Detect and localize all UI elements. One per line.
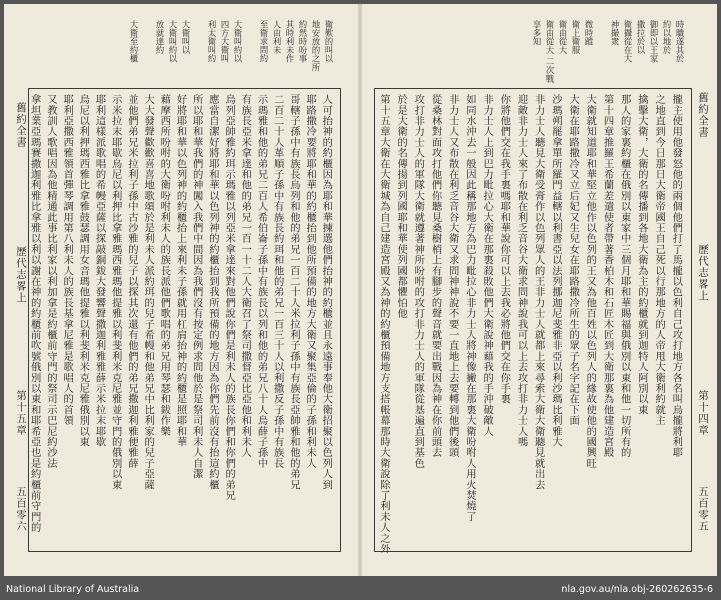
text-column: 耶利這樣派歌唱的希幔亞薩以探敲銅鈸大發響聲撒迦利雅雅薛示米拉末耶歇: [93, 94, 106, 448]
text-column: 又教訓人歌唱因為他精通此事比利家以利加拿是約櫃前守門的祭司示巴尼約沙法: [44, 94, 57, 469]
header-note: 人由利未: [272, 20, 282, 55]
header-note: 衛歎的叫以: [324, 20, 334, 63]
header-note: 大衛叫約以: [233, 20, 243, 63]
header-note: 大衛叫以: [181, 20, 191, 55]
header-note: 利太衛叫約: [207, 20, 217, 63]
header-note: 衛上衛服: [571, 20, 581, 55]
text-column: 大衛在耶路撒冷又立后妃又生兒女在耶路撒冷所生的眾子名字記在下面: [567, 94, 580, 426]
text-column: 拿坦業亞瑪賽撒迦利雅比拿雅以利以謝在神的約櫃前吹號俄別以東和耶希亞也是約櫃前守門的: [28, 94, 41, 533]
header-note: 衛由從大: [558, 20, 568, 55]
text-column: 應當自潔好將耶和華以色列神的約櫃抬到我所預備的地方因為你們先前沒有抬這約櫃: [206, 94, 219, 490]
right-page: [362, 4, 717, 576]
right-margin-chapter: 第十四章: [697, 390, 709, 436]
text-column: 好將耶和華以色列神的約櫃抬上來利未子孫就用杠肩抬神的約櫃是照耶和華: [174, 94, 187, 448]
left-margin-book: 歷代志畧上: [15, 246, 27, 304]
header-note: 其時利未作: [285, 20, 295, 63]
text-column: 示米拉末耶歇烏尼以利押比拿雅瑪西雅瑪他提雅以利斐利米克尼雅並守門的俄別以東: [109, 94, 122, 490]
right-margin-page: 五百零五: [697, 486, 709, 532]
footer-identifier: nla.gov.au/nla.obj-260262635-6: [561, 584, 713, 595]
header-note: 微時蹤: [584, 20, 594, 46]
header-note: 時職遂其於: [675, 20, 685, 63]
header-note: 約然時吩事: [298, 20, 308, 63]
header-note: 四方大衛叫: [220, 20, 230, 63]
text-column: 並他們弟兄米拉利子孫中古沙雅的兒子以探其次還有他們的弟兄撒迦利雅便雅薛: [125, 94, 138, 469]
text-column: 大大發聲歡歡喜喜地歌頌於是利未人派約珥的兒子希幔和他弟兄中比利家的兒子亞薩: [142, 94, 155, 490]
header-note: 約以地於: [662, 20, 672, 55]
left-page: [4, 4, 358, 576]
header-note: 大衛叫約以: [168, 20, 178, 63]
book-spread: [4, 4, 717, 576]
header-note: 放就達約: [155, 20, 165, 55]
text-column: 非力士人又布散在利乏音谷大衛又求問神神說不要一直地上去要轉到他們後頭: [446, 94, 459, 458]
text-column: 烏列亞帥雅約珥示瑪雅以列亞米拿達來對他們說你們是利未人的族長你們和你們的弟兄: [223, 94, 236, 501]
header-note: 神撮衆: [610, 20, 620, 46]
left-margin-title: 舊約全書: [15, 102, 27, 148]
text-column: 耶利亞撒西雅領首彈琴調用第八利未人的族長基拿尼雅是歌唱人的首領: [61, 94, 74, 426]
text-column: 非力士人聽見大衛受膏作以色列眾人的王非力士人就都上來尋索大衛大衛聽見就出去: [532, 94, 545, 490]
text-column: 非力士人上到巴力毗拉心大衛在那裏殺敗他們大衛說神藉我的手沖破敵人: [481, 94, 494, 437]
text-column: 攻打非力士人的軍隊大衛就遵著神所吩咐的攻打非力士人的軍隊從基遍直到基色: [412, 94, 425, 469]
text-column: 迎敵非力士人來了布散在利乏音谷大衛求問神說我可以上去攻打非力士人嗎: [515, 94, 528, 448]
text-column: 大衛就知道耶和華堅立他作以色列的王又為他百姓以色列人的緣故使他的國興旺: [584, 94, 597, 469]
text-column: 有族長亞米拿達和他的弟兄一百一十二人大衛召了祭司撒督亞比亞他和利未人: [239, 94, 252, 458]
header-note: 衛由從大 二次戰: [545, 20, 555, 84]
left-margin-chapter: 第十五章: [15, 390, 27, 436]
text-column: 沙瑪朔罷拿單所羅門益轄以利書亞以法列挪迦尼斐雅非亞以利沙瑪比利雅大: [549, 94, 562, 448]
header-note: 衛攝從在大: [623, 20, 633, 63]
text-column: 烏尼以利押瑪西雅比拿雅鼓瑟調用女音瑪他提雅以利斐利米克尼雅俄別以東: [77, 94, 90, 448]
text-column: 那人的家裏約櫃在俄別以東家中三個月耶和華賜福與俄別以東和他一切所有的: [618, 94, 631, 458]
header-note: 撒拉於以: [636, 20, 646, 55]
text-column: 所以耶和華我們的神闖入我們中間因為我們沒有按定例求問他於是祭司利未人自潔: [190, 94, 203, 480]
text-column: 第十四章推羅王希蘭差遣使者帶著香柏木和石匠木匠到大衛那裏為他建造宮殿: [601, 94, 614, 458]
text-column: 第十五章大衛在大衛城為自己建造宮殿又為神的約櫃預備地方支搭帳幕那時大衛說除了利未人之外: [377, 94, 390, 555]
footer-library: National Library of Australia: [6, 584, 140, 595]
text-column: 耶路撒冷要將耶和華的約櫃抬到他所預備的地方大衛又聚集亞倫的子孫和利未人: [304, 94, 317, 469]
text-column: 示瑪雅和他的弟兄二百人希伯崙子孫中有族長以列和他的弟兄八十人烏薛子孫中: [255, 94, 268, 469]
left-margin-page: 五百零六: [15, 486, 27, 532]
text-column: 如同水沖去一般因此稱那地方為巴力毗拉心非力士人將神像撇在那裏大衛吩咐人用火焚燒了: [463, 94, 476, 522]
text-column: 二百二十人革順子孫中有族長約珥和他的弟兄一百三十人以利撒反子孫中有族長: [271, 94, 284, 469]
header-note: 至衛求問約: [259, 20, 269, 63]
right-margin-title: 舊約全書: [697, 92, 709, 138]
text-column: 藉摩西所吩咐的大衛吩咐利未人的族長派他們歌唱的弟兄用琴瑟和鈸作樂: [158, 94, 171, 437]
header-note: 地安放的之所: [311, 20, 321, 72]
text-column: 攏主使用他發怒他的兩個他們打了馬攏以色利自己攻打地方各名叫烏攏將利耶: [670, 94, 683, 458]
text-column: 哥轄子孫中有族長烏列和他的弟兄一百二十人米拉利子孫中有族長亞帥雅和他的弟兄: [287, 94, 300, 490]
text-column: 於是大衛的名傳揚到列國耶和華使列國都懼怕他: [395, 94, 408, 319]
footer-bar: [0, 578, 721, 600]
right-margin-book: 歷代志畧上: [697, 244, 709, 302]
text-column: 之地直到今日那日大衛帝國王自己死以行那地方的人帝甩大衛利約就主: [653, 94, 666, 426]
header-note: 大衛至約櫃: [129, 20, 139, 63]
header-note: 享多知: [532, 20, 542, 46]
header-note: 御即以王家: [649, 20, 659, 63]
text-column: 你將他們交在我手裏嗎耶和華說你可以上去我必將他們交在你手裏: [498, 94, 511, 405]
text-column: 人可抬神的約櫃因為耶和華揀選他們抬神的約櫃並且永遠事奉他大衛招聚以色列人到: [320, 94, 333, 490]
text-column: 擒擊大衛，大衛的名傳播到各地大衛為主的約櫃就到迦特人阿別以東: [635, 94, 648, 415]
text-column: 從桑林對面攻打他們你聽見桑樹梢上有腳步的聲音就要出戰因為神在你前頭去: [429, 94, 442, 458]
